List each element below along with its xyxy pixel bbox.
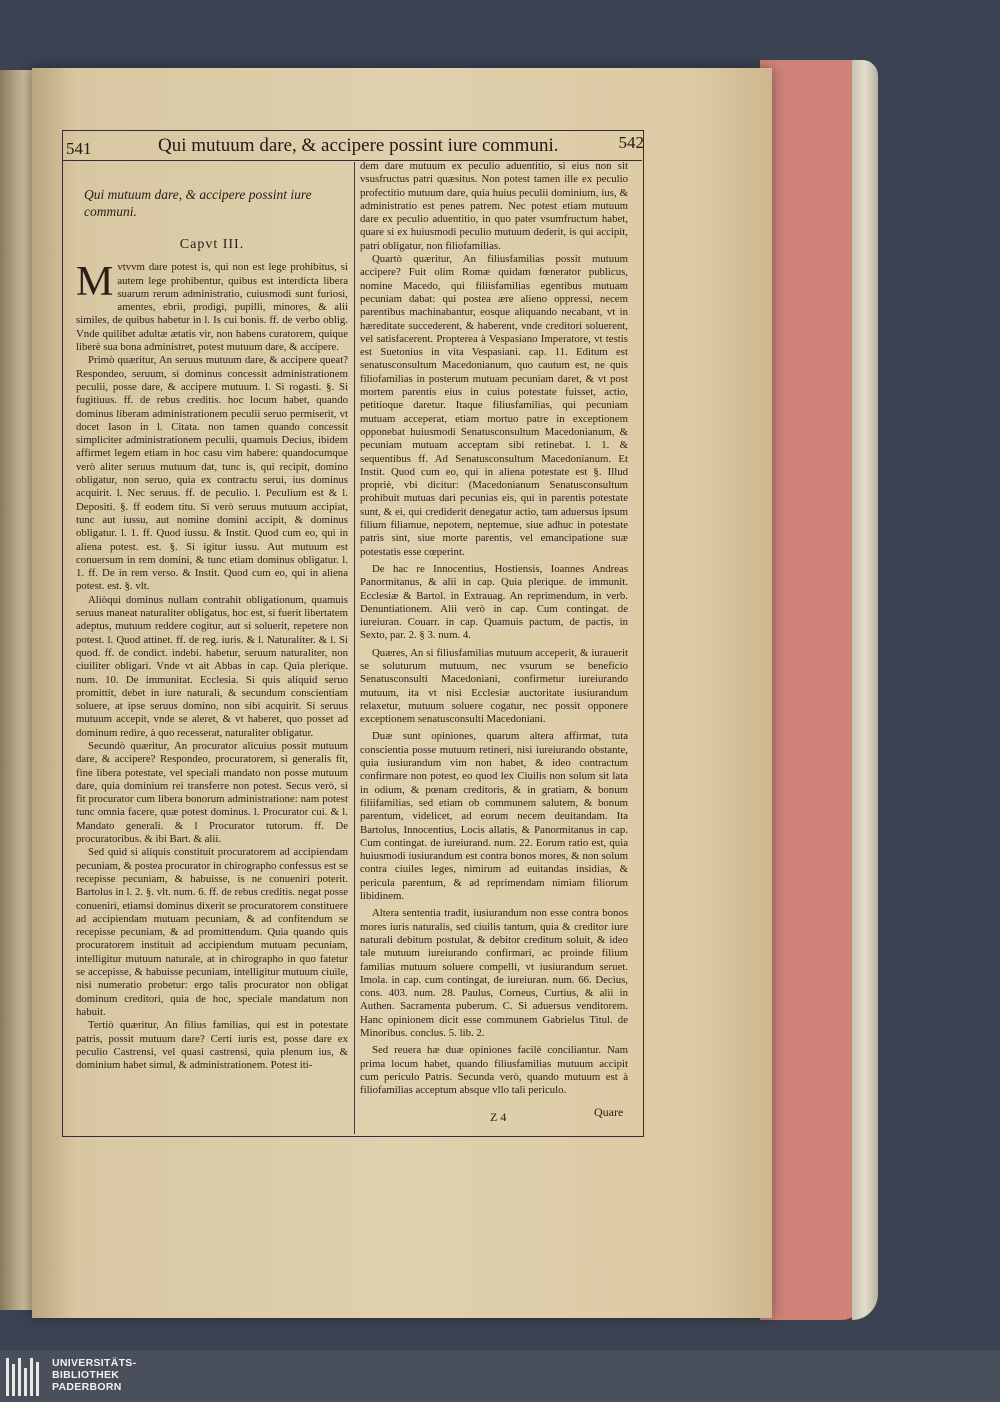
paragraph: Sed reuera hæ duæ opiniones facilè conciliantur. Nam prima locum habet, quando filiusfamilias mutuum accipit cum periculo Patris. Secunda verò, quando mutuum est à filiofamilias acceptum absque vllo tali periculo.	[360, 1044, 628, 1097]
page-number-left: 541	[66, 139, 92, 158]
chapter-number: Capvt III.	[179, 237, 245, 252]
paragraph: Aliòqui dominus nullam contrahit obligationum, quamuis seruus maneat naturaliter obligatus, hoc est, si fuerit libertatem adeptus, mutuum reddere cogitur, aut si soluerit, repetere non potest. l. Quod attinet. ff. de reg. iuris. & l. Naturaliter. & l. Si quod. ff. de condict. indebi. habetur, seruum naturaliter, non ciuiliter obligari. Vnde vt ait Abbas in cap. Quia plerique. num. 10. De immunitat. Ecclesia. Si quis aliquid seruo promittit, debet in iure naturali, & secundum conscientiam soluere, at ipse seruus domino, non sibi acquirit. Si seruus mutuum accepit, vnde se aleret, & vt haberet, quo posset ad dominum redire, à quo recesserat, naturaliter obligatur.	[76, 593, 348, 739]
running-title: Qui mutuum dare, & accipere possint iure communi.	[158, 135, 559, 156]
paragraph: Primò quæritur, An seruus mutuum dare, & accipere queat? Respondeo, seruum, si dominus concessit administrationem peculii, posse dare, & accipere mutuum. l. Si rogasti. §. Si fugitiuus. ff. de rebus creditis. hoc locum habet, quando dominus liberam administrationem peculii seruo permiserit, vt docet Iason in l. Citata. non tamen quando concessit simpliciter administrationem peculii, quamuis Decius, ibidem affirmet legem etiam in hoc casu vim habere: quandocumque verò aliter seruus mutuum dat, tunc is, qui recipit, domino obligatur, non seruo, quia ex contractu serui, ius dominus acquirit. l. Nec seruus. ff. de peculio. l. Peculium est & l. Depositi. §. ff eodem titu. Si verò seruus mutuum accipiat, tunc aut iussu, aut nomine domini accipit, & dominus obligatur. l. 1. ff. Quod iussu. & Instit. Quod cum eo, qui in aliena potest. est. §. Si igitur iussu. Aut mutuum est conuersum in rem domini, & tunc etiam dominus obligatur. l. 1. ff. De in rem verso. & Instit. Quod cum eo, qui in aliena potest. est. §. vlt.	[76, 354, 348, 593]
library-banner	[0, 1350, 1000, 1402]
paragraph: Sed quid si aliquis constituit procuratorem ad accipiendam pecuniam, & postea procurator in chirographo confessus est se recepisse pecuniam, & habuisse, is ne conueniri poterit. Bartolus in l. 2. §. vlt. num. 6. ff. de rebus creditis. negat posse conueniri, etiamsi dominus dixerit se procuratorem constituere ad accipiendam mutuam pecuniam, & ad confitendum se recepisse pecuniam, & ad promittendum. Quia quando quis procuratorem instituit ad accipiendum mutuam pecuniam, intelligitur mutuum naturale, at in chirographo in quo fatetur se accepisse, & habuisse pecuniam, intelligitur mutuum ciuile, nisi numeratio probetur: ergo talis procurator non obligat dominum creditori, quia de hoc, speciale mandatum non habuit.	[76, 846, 348, 1018]
page-number-right: 542	[618, 133, 644, 152]
library-logo-icon	[6, 1358, 42, 1396]
paragraph: dem dare mutuum ex peculio aduentitio, si eius non sit vsusfructus patri quæsitus. Non potest tamen ille ex peculio profectitio mutuum dare, quia huius peculii dominium, ius, & administratio est penes patrem. Nec potest etiam mutuum dare ex peculio aduentitio, in quo pater vsumfructum habet, quare si ex huiusmodi peculio mutuum dederit, is qui accipit, patri obligatur, non filiofamilias.	[360, 160, 628, 252]
paragraph: Quartò quæritur, An filiusfamilias possit mutuum accipere? Fuit olim Romæ quidam fœnerator publicus, nomine Macedo, qui filiisfamilias egentibus mutuam pecuniam dabat: qui postea ære alieno oppressi, necem parentibus machinabantur, eosque aliquando necabant, vt in hæreditate succederent, & haberent, vnde creditori soluerent, vel satisfacerent. Propterea à Vespasiano Imperatore, vt testis est Suetonius in vita Vespasiani. cap. 11. Editum est senatusconsultum Macedonianum, quo cautum est, ne quis filiofamilias in posterum mutuam pecuniam daret, & vt post mortem parentis eius in cuius potestate fuisset, actio, petitioque daretur. Itaque filiusfamilias, qui pecuniam mutuam acceperat, etiam mortuo patre in exceptionem opponebat huiusmodi Senatusconsultum Macedonianum, & pecuniam mutuam acceptam sibi retinebat. l. 1. & sequentibus ff. Ad Senatusconsultum Macedonianum. Et Instit. Quod cum eo, qui in aliena potestate est §. Illud propriè, vbi dicitur: (Macedonianum Senatusconsultum prohibuit mutuas dari pecunias eis, qui in parentis potestate sunt, & ei, qui crediderit denegatur actio, tam aduersus ipsum filium filiamue, nepotem, neptemue, siue adhuc in potestate patris sint, siue morte parentis, vel emancipatione suæ potestatis esse cœperint.	[360, 253, 628, 558]
column-left	[76, 186, 348, 1072]
paragraph: Secundò quæritur, An procurator alicuius possit mutuum dare, & accipere? Respondeo, procuratorem, si generalis fit, fine libera potestate, vel speciali mandato non posse mutuum dare, quia dominium rei transferre non potest. Secus verò, si fit procurator cum libera bonorum administratione: nam potest tunc omnia facere, quæ potest dominus. l. Procurator cui. & l. Mandato generali. & l Procurator tutorum. ff. De procuratoribus. & ibi Bart. & alii.	[76, 739, 348, 846]
chapter-title: Qui mutuum dare, & accipere possint iure communi.	[84, 187, 312, 219]
library-name: UNIVERSITÄTS- BIBLIOTHEK PADERBORN	[52, 1357, 137, 1393]
paragraph: Tertiò quæritur, An filius familias, qui est in potestate patris, possit mutuum dare? Certi iuris est, posse dare ex peculio Castrensi, vel quasi castrensi, quia plenum ius, & dominium habet simul, & administrationem. Potest iti-	[76, 1019, 348, 1072]
drop-cap: M	[76, 259, 114, 306]
column-right	[360, 160, 628, 1097]
paragraph: Altera sententia tradit, iusiurandum non esse contra bonos mores iuris naturalis, sed ciuilis tantum, quia & creditor iure naturali debitum postulat, & debitor creditum soluit, & ideo tale mutuum iureiurando confirmari, ac proinde filium familias mutuum soluere compelli, vt iusiurandum seruet. Imola. in cap. cum contingat, de iureiuran. num. 66. Decius, cons. 403. num. 28. Paulus, Corneus, Curtius, & alii in Authen. Sacramenta puberum. C. Si aduersus venditorem. Hanc opinionem dicit esse communem Gabrielus Titul. de Minoribus. conclus. 5. lib. 2.	[360, 907, 628, 1039]
paragraph: Duæ sunt opiniones, quarum altera affirmat, tuta conscientia posse mutuum retineri, nisi iureiurando obstante, quia iusiurandum vim non habet, & ideo contractum confirmare non potest, eo quod lex Ciuilis non solum sit lata in odium, & pœnam creditoris, & in gratiam, & bonum filiifamilias, sed etiam ob communem salutem, & bonum parentum, videlicet, ad eorum necem deuitandam. Ita Bartolus, Innocentius, Locis allatis, & Panormitanus in cap. Cum contingat. de iureiurand. num. 22. Eorum ratio est, quia huiusmodi iusiurandum est contra bonos mores, & non solum contra ciuiles leges, nimirum ad euitandas insidias, & pericula parentum, & ad reprimendam nimiam filiorum libidinem.	[360, 730, 628, 903]
signature-mark: Z 4	[490, 1110, 507, 1124]
column-divider	[354, 162, 355, 1134]
paragraph: De hac re Innocentius, Hostiensis, Ioannes Andreas Panormitanus, & alii in cap. Quia plerique. de immunit. Ecclesiæ & Bartol. in Extrauag. An reprimendum, in verb. Denuntiationem. Alii verò in cap. Cum contingat. de iureiuran. Couarr. in cap. Quamuis pactum, de pactis, in Sexto, par. 2. § 3. num. 4.	[360, 562, 628, 642]
paragraph: Quæres, An si filiusfamilias mutuum acceperit, & iurauerit se soluturum mutuum, nec vsurum se beneficio Senatusconsulti Macedoniani, confirmetur iureiurando mutuum, ita vt nisi Ecclesiæ auctoritate iusiurandum relaxetur, mutuum soluere cogatur, nec possit opponere exceptionem senatusconsulti Macedoniani.	[360, 646, 628, 726]
catchword: Quare	[594, 1105, 624, 1119]
book-edges	[760, 60, 870, 1320]
paragraph: Mvtvvm dare potest is, qui non est lege prohibitus, si autem lege prohibentur, quibus est interdicta libera suarum rerum administratio, cuiusmodi sunt furiosi, amentes, ebrii, prodigi, pupilli, minores, & alii similes, de quibus habetur in l. Is cui bonis. ff. de verbo oblig. Vnde quilibet adultæ ætatis vir, non habens curatorem, quique liberè sua bona administret, potest mutuum dare, & accipere.	[76, 259, 348, 354]
